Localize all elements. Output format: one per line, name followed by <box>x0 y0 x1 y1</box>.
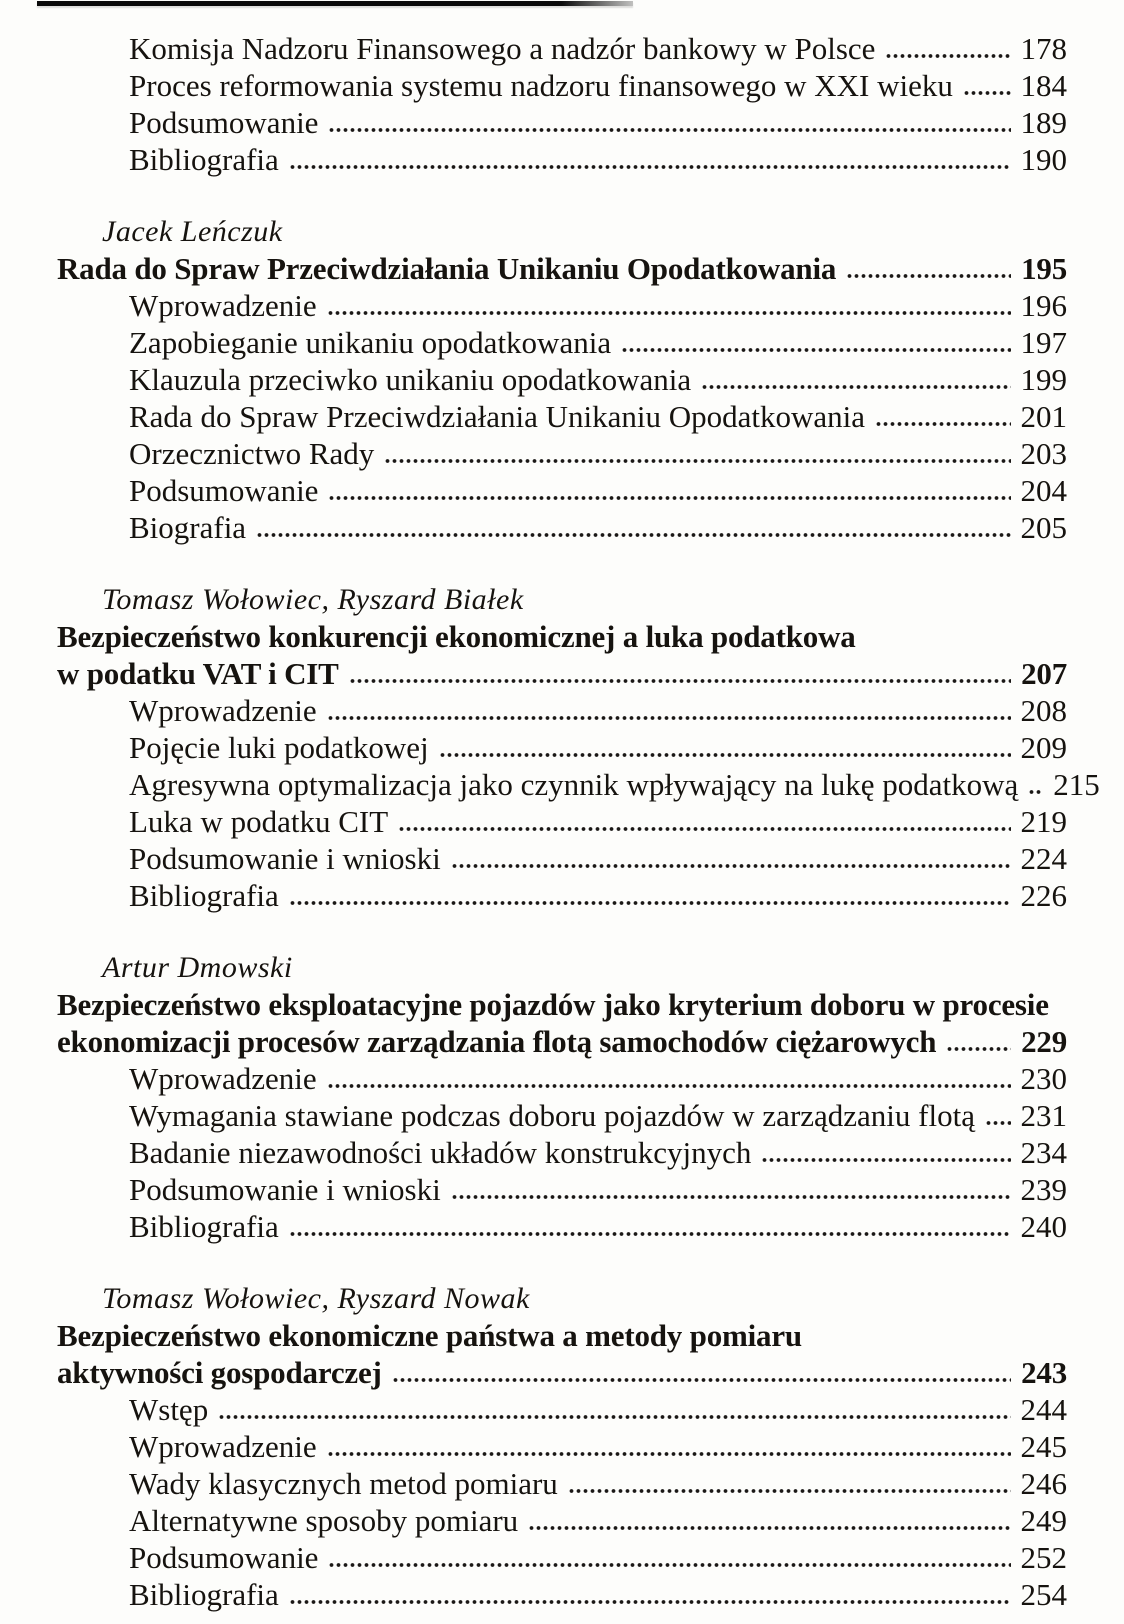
toc-entry <box>129 67 1067 104</box>
section-title-text: ekonomizacji procesów zarządzania flotą samochodów ciężarowych <box>57 1024 937 1059</box>
section-title-line <box>57 250 1067 287</box>
toc-entry-page-number: 199 <box>1020 362 1067 397</box>
toc-entry-label: Wstęp <box>129 1392 209 1427</box>
toc-entry-page-number: 203 <box>1020 436 1067 471</box>
section-title-text: Bezpieczeństwo konkurencji ekonomicznej a luka podatkowa <box>57 619 856 654</box>
section-authors-text: Tomasz Wołowiec, Ryszard Białek <box>102 583 524 616</box>
toc-entry-page-number: 189 <box>1020 105 1067 140</box>
dot-leader <box>329 127 1010 133</box>
toc-entry <box>129 1208 1067 1245</box>
toc-entry-page-number: 209 <box>1020 730 1067 765</box>
dot-leader <box>440 752 1011 758</box>
section-title-line <box>57 655 1067 692</box>
dot-leader <box>328 1083 1011 1089</box>
toc-entry-label: Komisja Nadzoru Finansowego a nadzór bankowy w Polsce <box>129 31 876 66</box>
toc-entry-page-number: 244 <box>1020 1392 1067 1427</box>
toc-entry-page-number: 205 <box>1020 510 1067 545</box>
toc-entry-label: Podsumowanie i wnioski <box>129 1172 441 1207</box>
section-title-text: w podatku VAT i CIT <box>57 656 339 691</box>
toc-entry-page-number: 196 <box>1020 288 1067 323</box>
toc-entry-label: Wprowadzenie <box>129 1061 317 1096</box>
dot-leader <box>762 1157 1010 1163</box>
section-title-line <box>57 1354 1067 1391</box>
toc-entry-label: Wprowadzenie <box>129 1429 317 1464</box>
toc-entry-page-number: 254 <box>1020 1577 1067 1612</box>
toc-entry-label: Podsumowanie <box>129 1540 319 1575</box>
toc-entry-label: Klauzula przeciwko unikaniu opodatkowania <box>129 362 692 397</box>
dot-leader <box>452 1194 1011 1200</box>
toc-section <box>57 949 1067 1245</box>
dot-leader <box>290 164 1011 170</box>
toc-entry-label: Wymagania stawiane podczas doboru pojazdów w zarządzaniu flotą <box>129 1098 975 1133</box>
toc-entry <box>129 1539 1067 1576</box>
section-authors <box>102 213 1067 250</box>
dot-leader <box>986 1120 1011 1126</box>
section-title-page-number: 229 <box>1021 1024 1067 1059</box>
toc-entry <box>129 766 1100 803</box>
dot-leader <box>350 678 1011 684</box>
toc-entry-label: Orzecznictwo Rady <box>129 436 375 471</box>
section-authors-text: Jacek Leńczuk <box>102 215 283 248</box>
toc-entry <box>129 1576 1067 1613</box>
toc-entry-page-number: 204 <box>1020 473 1067 508</box>
toc-entry <box>129 1171 1067 1208</box>
dot-leader <box>328 1451 1011 1457</box>
toc-entry <box>129 361 1067 398</box>
dot-leader <box>964 90 1011 96</box>
section-authors <box>102 1280 1067 1317</box>
toc-entry-label: Podsumowanie <box>129 473 319 508</box>
dot-leader <box>328 715 1011 721</box>
toc-entry-page-number: 231 <box>1020 1098 1067 1133</box>
toc-entry-page-number: 201 <box>1020 399 1067 434</box>
dot-leader <box>329 1562 1010 1568</box>
section-title-text: Bezpieczeństwo eksploatacyjne pojazdów jako kryterium doboru w procesie <box>57 987 1049 1022</box>
toc-entry <box>129 1428 1067 1465</box>
toc-entry <box>129 1502 1067 1539</box>
toc-entry-page-number: 224 <box>1020 841 1067 876</box>
toc-entry-label: Biografia <box>129 510 247 545</box>
dot-leader <box>290 900 1011 906</box>
section-title-page-number: 195 <box>1021 251 1067 286</box>
toc-entry <box>129 877 1067 914</box>
toc-entry-label: Alternatywne sposoby pomiaru <box>129 1503 519 1538</box>
toc-entry-label: Bibliografia <box>129 1209 279 1244</box>
toc-entry-label: Wprowadzenie <box>129 288 317 323</box>
toc-entry-label: Rada do Spraw Przeciwdziałania Unikaniu Opodatkowania <box>129 399 866 434</box>
dot-leader <box>219 1414 1010 1420</box>
dot-leader <box>452 863 1011 869</box>
toc-entry <box>129 729 1067 766</box>
toc-entry-page-number: 190 <box>1020 142 1067 177</box>
dot-leader <box>257 532 1010 538</box>
section-authors <box>102 949 1067 986</box>
toc-entry-page-number: 226 <box>1020 878 1067 913</box>
toc-entry <box>129 472 1067 509</box>
section-title-page-number: 243 <box>1021 1355 1067 1390</box>
toc-entry-label: Bibliografia <box>129 142 279 177</box>
toc-entry <box>129 803 1067 840</box>
toc-entry-page-number: 197 <box>1020 325 1067 360</box>
dot-leader <box>385 458 1010 464</box>
toc-entry <box>129 692 1067 729</box>
toc-entry-label: Agresywna optymalizacja jako czynnik wpływający na lukę podatkową <box>129 767 1019 802</box>
toc-entry-page-number: 184 <box>1020 68 1067 103</box>
toc-entry <box>129 1465 1067 1502</box>
toc-entry-page-number: 208 <box>1020 693 1067 728</box>
dot-leader <box>876 421 1010 427</box>
dot-leader <box>569 1488 1011 1494</box>
toc-entry <box>129 840 1067 877</box>
toc-entry-label: Pojęcie luki podatkowej <box>129 730 429 765</box>
toc-entry-page-number: 246 <box>1020 1466 1067 1501</box>
toc-entry <box>129 324 1067 361</box>
toc-entry <box>129 1391 1067 1428</box>
dot-leader <box>886 53 1010 59</box>
toc-entry <box>129 1060 1067 1097</box>
dot-leader <box>1029 789 1043 795</box>
dot-leader <box>529 1525 1010 1531</box>
toc-entry <box>129 509 1067 546</box>
toc-entry <box>129 1097 1067 1134</box>
toc-entry-page-number: 252 <box>1020 1540 1067 1575</box>
toc-entry-page-number: 245 <box>1020 1429 1067 1464</box>
toc-entry <box>129 435 1067 472</box>
toc-entry <box>129 30 1067 67</box>
dot-leader <box>947 1046 1011 1052</box>
section-title-text: Rada do Spraw Przeciwdziałania Unikaniu Opodatkowania <box>57 251 837 286</box>
dot-leader <box>393 1377 1011 1383</box>
toc-section <box>57 1280 1067 1613</box>
toc-entry <box>129 141 1067 178</box>
toc-entry-label: Podsumowanie i wnioski <box>129 841 441 876</box>
section-title-text: aktywności gospodarczej <box>57 1355 382 1390</box>
toc-entry-label: Podsumowanie <box>129 105 319 140</box>
toc-entry-page-number: 240 <box>1020 1209 1067 1244</box>
dot-leader <box>702 384 1010 390</box>
toc-entry-label: Luka w podatku CIT <box>129 804 389 839</box>
section-title-line <box>57 618 1067 655</box>
toc-entry-label: Badanie niezawodności układów konstrukcyjnych <box>129 1135 752 1170</box>
toc-entry-label: Bibliografia <box>129 878 279 913</box>
section-authors-text: Artur Dmowski <box>102 951 293 984</box>
toc-entry-page-number: 249 <box>1020 1503 1067 1538</box>
toc-entry-page-number: 234 <box>1020 1135 1067 1170</box>
toc-entry-page-number: 178 <box>1020 31 1067 66</box>
section-title-line <box>57 1023 1067 1060</box>
toc-entry-label: Bibliografia <box>129 1577 279 1612</box>
section-title-text: Bezpieczeństwo ekonomiczne państwa a metody pomiaru <box>57 1318 802 1353</box>
toc-section <box>57 581 1100 914</box>
section-authors <box>102 581 1067 618</box>
toc-entry-page-number: 239 <box>1020 1172 1067 1207</box>
toc-entry-page-number: 215 <box>1053 767 1100 802</box>
toc-entry-page-number: 230 <box>1020 1061 1067 1096</box>
toc-entry <box>129 1134 1067 1171</box>
toc-entry-label: Zapobieganie unikaniu opodatkowania <box>129 325 612 360</box>
dot-leader <box>622 347 1010 353</box>
dot-leader <box>290 1599 1011 1605</box>
toc-entry-page-number: 219 <box>1020 804 1067 839</box>
toc-entry-label: Wprowadzenie <box>129 693 317 728</box>
dot-leader <box>328 310 1011 316</box>
toc-section <box>57 30 1067 178</box>
toc-entry <box>129 104 1067 141</box>
toc-entry <box>129 398 1067 435</box>
toc-entry-label: Wady klasycznych metod pomiaru <box>129 1466 558 1501</box>
section-authors-text: Tomasz Wołowiec, Ryszard Nowak <box>102 1282 530 1315</box>
dot-leader <box>290 1231 1011 1237</box>
dot-leader <box>399 826 1010 832</box>
toc-entry <box>129 287 1067 324</box>
section-title-page-number: 207 <box>1021 656 1067 691</box>
dot-leader <box>329 495 1010 501</box>
toc-section <box>57 213 1067 546</box>
dot-leader <box>847 273 1011 279</box>
toc-entry-label: Proces reformowania systemu nadzoru finansowego w XXI wieku <box>129 68 953 103</box>
section-title-line <box>57 1317 1067 1354</box>
section-title-line <box>57 986 1067 1023</box>
